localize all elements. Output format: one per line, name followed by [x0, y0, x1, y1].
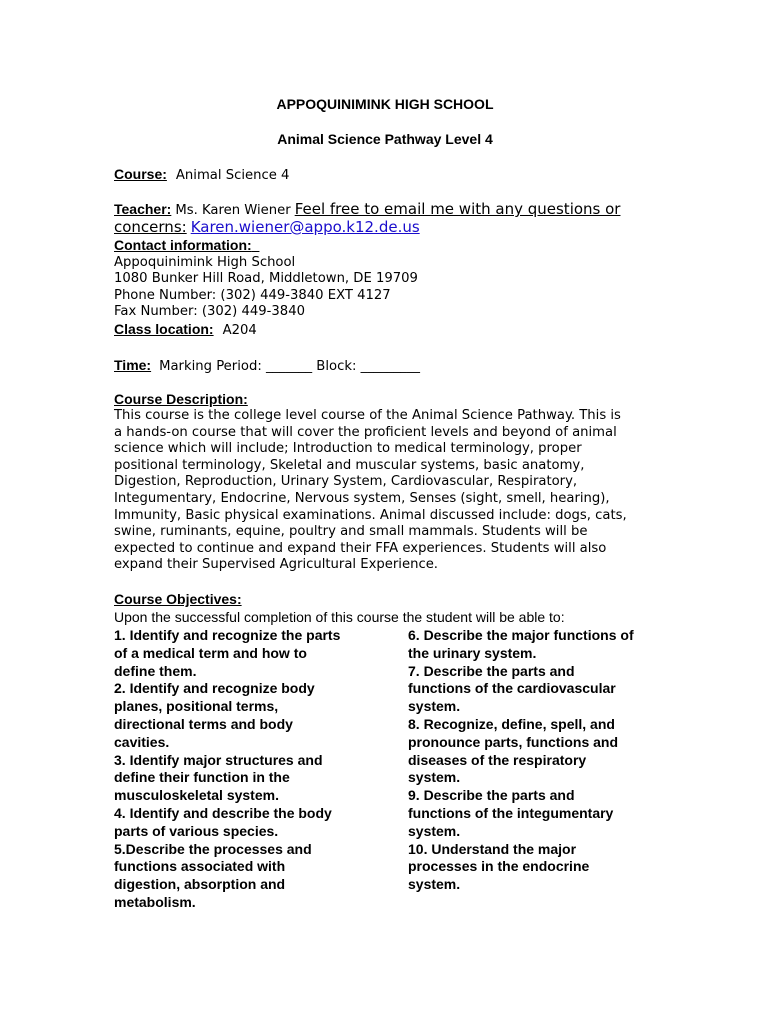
objective-line: 6. Describe the major functions of — [408, 627, 634, 643]
description-line: This course is the college level course of the Animal Science Pathway. This is — [114, 408, 621, 423]
objective-line: functions of the cardiovascular — [408, 680, 616, 697]
teacher-note-concerns: concerns: — [114, 218, 187, 236]
objective-line: of a medical term and how to — [114, 644, 307, 661]
course-label: Course: — [114, 166, 167, 182]
objective-line: functions associated with — [114, 858, 286, 875]
objective-line: 1. Identify and recognize the parts — [114, 627, 341, 643]
class-location-label: Class location: — [114, 321, 214, 337]
objective-line: functions of the integumentary — [408, 804, 614, 821]
objective-line: 5.Describe the processes and — [114, 840, 312, 857]
description-line: science which will include; Introduction to medical terminology, proper — [114, 441, 582, 457]
description-line: positional terminology, Skeletal and muscular systems, basic anatomy, — [114, 457, 585, 473]
objective-line: 2. Identify and recognize body — [114, 680, 315, 697]
teacher-label: Teacher: — [114, 201, 172, 217]
objective-line: pronounce parts, functions and — [408, 733, 619, 750]
objective-line: 3. Identify major structures and — [114, 751, 323, 768]
objective-line: digestion, absorption and — [114, 876, 286, 893]
objective-line: system. — [408, 822, 461, 839]
objective-line: system. — [408, 876, 461, 893]
objective-line: 9. Describe the parts and — [408, 787, 575, 804]
teacher-note-line2 — [114, 218, 420, 237]
program-title: Animal Science Pathway Level 4 — [277, 131, 493, 147]
objective-line: 8. Recognize, define, spell, and — [408, 715, 615, 732]
course-line — [114, 166, 289, 184]
objectives-right-column — [408, 627, 634, 894]
teacher-note-line1: Feel free to email me with any questions or — [294, 200, 621, 218]
objective-line: musculoskeletal system. — [114, 787, 279, 804]
time-line — [114, 357, 420, 375]
objective-line: define them. — [114, 662, 197, 679]
class-location-line — [114, 321, 257, 339]
description-line: expand their Supervised Agricultural Experience. — [114, 557, 439, 573]
teacher-name: Ms. Karen Wiener — [175, 203, 291, 218]
contact-line-phone: Phone Number: (302) 449-3840 EXT 4127 — [114, 288, 391, 303]
teacher-line — [114, 200, 620, 219]
description-line: Digestion, Reproduction, Urinary System, Cardiovascular, Respiratory, — [114, 474, 578, 490]
objective-line: diseases of the respiratory — [408, 751, 587, 768]
objective-line: planes, positional terms, — [114, 698, 279, 715]
objective-line: the urinary system. — [408, 644, 537, 661]
course-value: Animal Science 4 — [175, 168, 290, 183]
contact-line-fax: Fax Number: (302) 449-3840 — [114, 304, 305, 319]
objectives-heading — [114, 591, 242, 609]
class-location-value: A204 — [222, 323, 257, 338]
contact-heading — [114, 237, 259, 255]
objectives-label: Course Objectives: — [114, 591, 242, 607]
objectives-left-column — [114, 627, 340, 912]
description-heading — [114, 391, 248, 409]
time-value: Marking Period: _______ Block: _________ — [159, 359, 420, 374]
objective-line: 4. Identify and describe the body — [114, 804, 332, 821]
objective-line: system. — [408, 769, 461, 786]
course-description — [114, 408, 674, 574]
description-line: swine, ruminants, equine, poultry and small mammals. Students will be — [114, 524, 588, 540]
description-line: expected to continue and expand their FFA experiences. Students will also — [114, 540, 607, 556]
school-title: APPOQUINIMINK HIGH SCHOOL — [276, 96, 494, 112]
objective-line: metabolism. — [114, 893, 196, 910]
objective-line: define their function in the — [114, 769, 290, 786]
description-line: a hands-on course that will cover the proficient levels and beyond of animal — [114, 424, 617, 440]
description-line: Integumentary, Endocrine, Nervous system, Senses (sight, smell, hearing), — [114, 490, 610, 506]
description-line: Immunity, Basic physical examinations. Animal discussed include: dogs, cats, — [114, 507, 627, 523]
contact-label: Contact information: — [114, 237, 252, 253]
objective-line: cavities. — [114, 733, 170, 750]
objective-line: system. — [408, 698, 461, 715]
objective-line: directional terms and body — [114, 715, 293, 732]
teacher-email-link[interactable]: Karen.wiener@appo.k12.de.us — [190, 218, 420, 236]
contact-line-address: 1080 Bunker Hill Road, Middletown, DE 19709 — [114, 271, 418, 286]
contact-line-school: Appoquinimink High School — [114, 255, 296, 270]
objective-line: processes in the endocrine — [408, 858, 590, 875]
objective-line: 10. Understand the major — [408, 840, 577, 857]
objective-line: parts of various species. — [114, 822, 279, 839]
description-label: Course Description: — [114, 391, 248, 407]
objective-line: 7. Describe the parts and — [408, 662, 575, 679]
time-label: Time: — [114, 357, 152, 373]
objectives-intro: Upon the successful completion of this course the student will be able to: — [114, 609, 565, 625]
